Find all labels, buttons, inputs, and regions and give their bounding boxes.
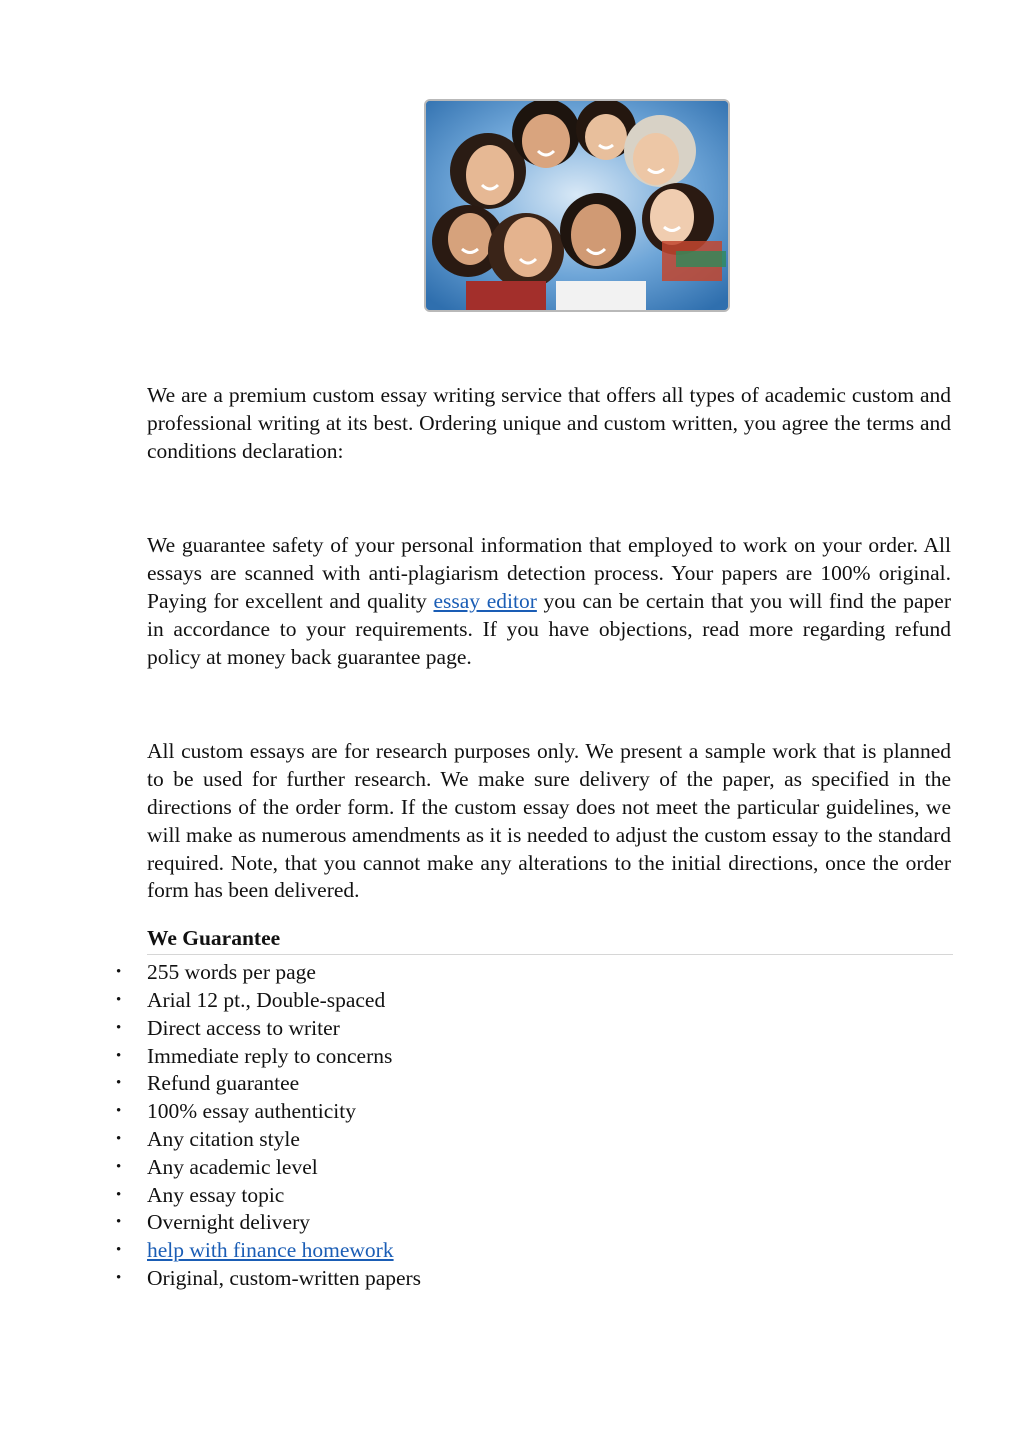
list-item — [116, 959, 951, 987]
list-item — [116, 1154, 951, 1182]
list-item-label: Immediate reply to concerns — [147, 1043, 393, 1068]
list-item-label: Any academic level — [147, 1154, 318, 1179]
safety-text-after: you can be certain that you will find the paper in accordance to your requirements. If you have objections, read more regarding refund policy at money back guarantee page. — [147, 588, 951, 669]
bullet-icon: • — [116, 991, 122, 1008]
list-item — [116, 1209, 951, 1237]
bullet-icon: • — [116, 1269, 122, 1286]
safety-paragraph — [147, 532, 951, 671]
bullet-icon: • — [116, 1103, 122, 1120]
intro-paragraph: We are a premium custom essay writing service that offers all types of academic custom and professional writing at its best. Ordering unique and custom written, you agree the terms and conditions declaration: — [147, 383, 951, 463]
article-body — [116, 382, 951, 1293]
list-item — [116, 1043, 951, 1071]
guarantee-heading: We Guarantee — [147, 925, 953, 955]
safety-text-before: We guarantee safety of your personal information that employed to work on your order. All essays are scanned with anti-plagiarism detection process. Your papers are 100% original. Paying for excellent and quality — [147, 533, 951, 613]
bullet-icon: • — [116, 1186, 122, 1203]
list-item — [116, 987, 951, 1015]
research-paragraph: All custom essays are for research purposes only. We present a sample work that is planned to be used for further research. We make sure delivery of the paper, as specified in the directions of the order form. If the custom essay does not meet the particular guidelines, we will make as numerous amendments as it is needed to adjust the custom essay to the standard required. Note, that you cannot make any alterations to the initial directions, once the order form has been delivered. — [147, 739, 951, 903]
list-item-label: Overnight delivery — [147, 1210, 310, 1235]
list-item-label: Arial 12 pt., Double-spaced — [147, 987, 386, 1012]
finance-homework-link[interactable]: help with finance homework — [147, 1238, 394, 1263]
bullet-icon: • — [116, 1047, 122, 1064]
bullet-icon: • — [116, 1242, 122, 1259]
group-photo — [424, 99, 730, 312]
bullet-icon: • — [116, 1158, 122, 1175]
list-item — [116, 1265, 951, 1293]
guarantee-list — [116, 959, 951, 1293]
list-item-label: 255 words per page — [147, 960, 316, 985]
bullet-icon: • — [116, 1075, 122, 1092]
list-item — [116, 1070, 951, 1098]
list-item — [116, 1098, 951, 1126]
list-item — [116, 1015, 951, 1043]
list-item-label: Any essay topic — [147, 1182, 285, 1207]
list-item-label: Refund guarantee — [147, 1071, 300, 1096]
bullet-icon: • — [116, 964, 122, 981]
bullet-icon: • — [116, 1214, 122, 1231]
list-item — [116, 1182, 951, 1210]
list-item-label: Any citation style — [147, 1126, 300, 1151]
bullet-icon: • — [116, 1019, 122, 1036]
list-item-label: Original, custom-written papers — [147, 1265, 422, 1290]
list-item-label: 100% essay authenticity — [147, 1099, 356, 1124]
list-item — [116, 1126, 951, 1154]
bullet-icon: • — [116, 1130, 122, 1147]
essay-editor-link[interactable]: essay editor — [433, 588, 537, 613]
list-item-label: Direct access to writer — [147, 1015, 340, 1040]
group-photo-image — [426, 101, 728, 310]
list-item — [116, 1237, 951, 1265]
